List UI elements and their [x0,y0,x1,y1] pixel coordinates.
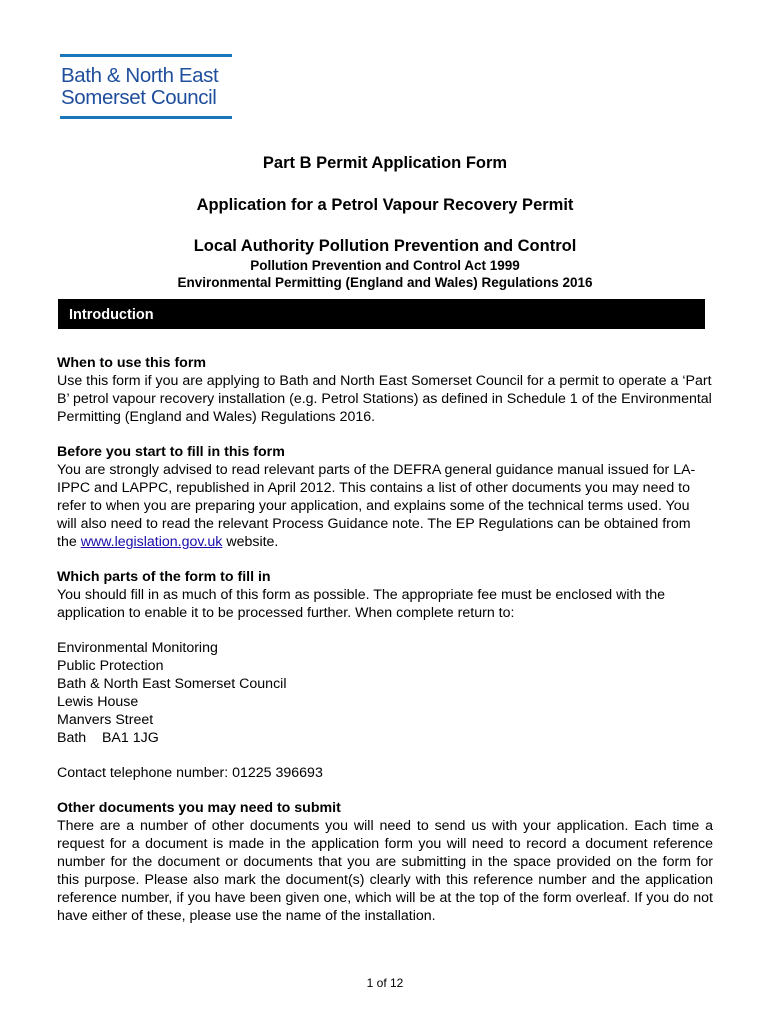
legislation-link[interactable]: www.legislation.gov.uk [80,534,223,550]
logo-line-1: Bath & North East [61,64,219,87]
when-body: Use this form if you are applying to Bath and North East Somerset Council for a permit to operate a ‘Part B’ petrol vapour recovery installation (e.g. Petrol Stations) as defined in Schedule 1 of the Environmental Permitting (England and Wales) Regulations 2016. [57,373,712,425]
which-heading: Which parts of the form to fill in [57,569,271,585]
authority-title: Local Authority Pollution Prevention and Control [193,237,577,255]
contact-telephone: Contact telephone number: 01225 396693 [57,765,323,781]
other-body: There are a number of other documents you will need to send us with your application. Each time a request for a document is made in the application form you will need to record a document reference number for the document or documents that you are submitting in the space provided on the form for this purpose. Please also mark the document(s) clearly with this reference number and the application reference number, if you have been given one, which will be at the top of the form overleaf. If you do not have either of these, please use the name of the installation. [57,818,713,924]
logo-line-2: Somerset Council [61,86,217,109]
document-titles [0,152,770,291]
application-title: Application for a Petrol Vapour Recovery Permit [196,196,574,214]
introduction-section-bar: Introduction [58,299,705,329]
page-number: 1 of 12 [366,976,404,990]
address-line: Bath BA1 1JG [57,730,159,746]
when-heading: When to use this form [57,355,206,371]
form-title: Part B Permit Application Form [262,154,508,172]
before-heading: Before you start to fill in this form [57,444,285,460]
before-body-tail: website. [226,534,279,550]
document-body [57,354,713,925]
logo-bottom-rule [60,116,232,119]
regulations-title: Environmental Permitting (England and Wales) Regulations 2016 [177,275,593,290]
return-address [57,639,713,747]
address-line: Bath & North East Somerset Council [57,676,287,692]
address-line: Environmental Monitoring [57,640,218,656]
address-line: Public Protection [57,658,164,674]
address-line: Manvers Street [57,712,154,728]
which-body: You should fill in as much of this form as possible. The appropriate fee must be enclosed with the application to enable it to be processed further. When complete return to: [57,587,666,621]
address-line: Lewis House [57,694,139,710]
before-body-text: You are strongly advised to read relevant parts of the DEFRA general guidance manual issued for LA-IPPC and LAPPC, republished in April 2012. This contains a list of other documents you may need to refer to when you are preparing your application, and explains some of the technical terms used. You will also need to read the relevant Process Guidance note. The EP Regulations can be obtained from the [57,462,696,550]
council-logo [60,54,232,119]
before-body [57,461,713,551]
logo-text [60,57,232,116]
other-heading: Other documents you may need to submit [57,800,341,816]
act-title: Pollution Prevention and Control Act 1999 [250,258,520,273]
